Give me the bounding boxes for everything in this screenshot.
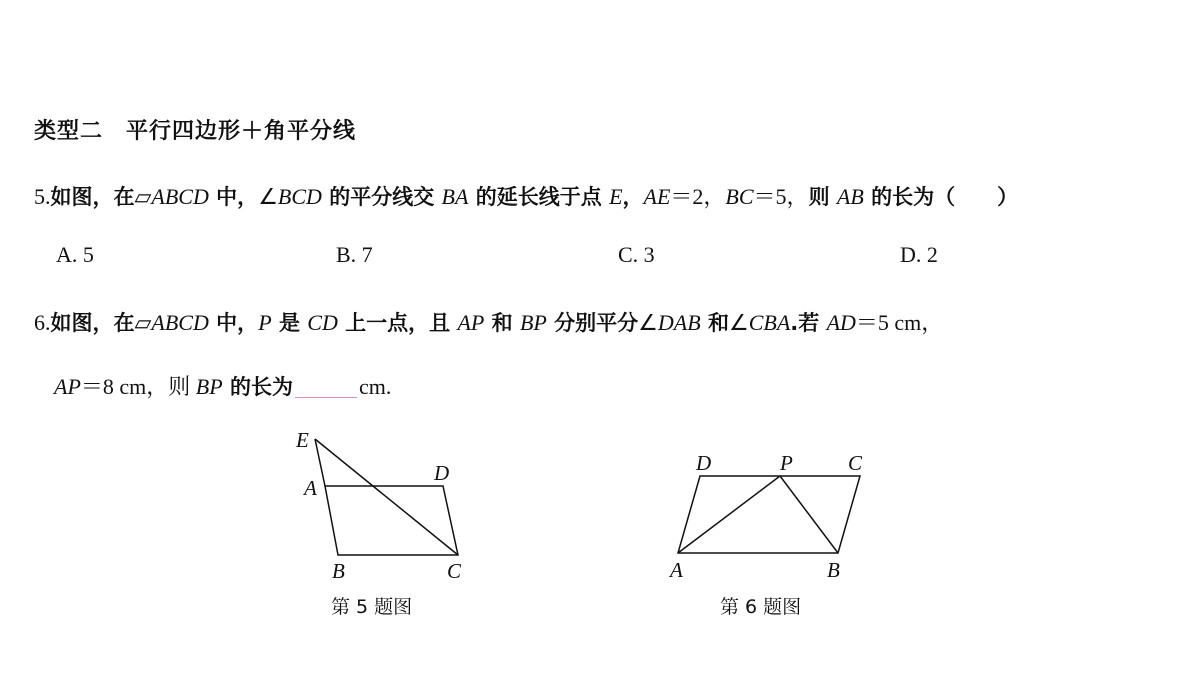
q6-text: 如图，在 (50, 311, 135, 335)
angle-symbol: ∠ (728, 310, 749, 335)
q5-text: 则 (808, 185, 837, 209)
q6-ad-value: ＝5 cm， (855, 310, 944, 335)
figure-5-caption: 第 5 题图 (331, 596, 413, 618)
q5-ab: AB (836, 184, 864, 209)
parallelogram-symbol: ▱ (134, 184, 152, 209)
q5-option-c: C. 3 (618, 242, 655, 267)
parallelogram-symbol: ▱ (134, 310, 152, 335)
angle-symbol: ∠ (638, 310, 658, 335)
q6-cba: CBA (748, 310, 791, 335)
q5-text: 中， (208, 185, 259, 209)
q5-ae: AE (643, 184, 671, 209)
q6-ap-value: ＝8 cm，则 (80, 374, 196, 399)
q5-text: 的平分线交 (321, 185, 442, 209)
parallelogram-abcd (678, 476, 860, 553)
question-6-line-2 (54, 370, 391, 401)
q5-abcd: ABCD (151, 184, 209, 209)
q6-abcd: ABCD (151, 310, 209, 335)
q6-text: 分别平分 (546, 311, 639, 335)
q6-number: 6. (34, 310, 51, 335)
q5-text: 如图，在 (50, 185, 135, 209)
section-heading: 类型二 平行四边形＋角平分线 (34, 119, 357, 144)
q5-text: 的延长线于点 (468, 185, 610, 209)
q6-bp-2: BP (195, 374, 223, 399)
label-c: C (848, 451, 863, 475)
line-bp (780, 476, 838, 553)
q5-option-d: D. 2 (900, 242, 938, 267)
q5-option-b: B. 7 (336, 242, 373, 267)
figure-5 (280, 425, 500, 590)
label-a: A (304, 476, 317, 500)
label-p: P (780, 451, 793, 475)
q6-text: 中， (208, 311, 259, 335)
figure-6 (660, 448, 880, 588)
figure-6-caption: 第 6 题图 (720, 596, 802, 618)
q6-ap: AP (457, 310, 485, 335)
label-b: B (332, 559, 345, 583)
question-6 (34, 306, 943, 337)
q6-bp: BP (519, 310, 547, 335)
line-ap (678, 476, 780, 553)
q5-bcd: BCD (277, 184, 322, 209)
q5-ae-value: ＝2， (670, 184, 726, 209)
q5-answer-bracket: 的长为（ ） (863, 185, 1019, 209)
q6-p: P (258, 310, 272, 335)
q6-unit: cm. (358, 374, 392, 399)
label-c: C (447, 559, 462, 583)
q5-ba: BA (441, 184, 469, 209)
question-5 (34, 180, 1018, 211)
q5-bc: BC (725, 184, 754, 209)
label-d: D (434, 461, 450, 485)
q6-text: 上一点，且 (337, 311, 458, 335)
answer-blank[interactable] (295, 377, 357, 398)
q6-ap-2: AP (54, 374, 81, 399)
q6-ad: AD (826, 310, 856, 335)
q6-text: 和 (700, 311, 729, 335)
q6-cd: CD (307, 310, 338, 335)
label-b: B (827, 558, 840, 582)
line-ec (315, 439, 458, 555)
angle-symbol: ∠ (258, 184, 278, 209)
q5-e: E (609, 184, 623, 209)
q5-number: 5. (34, 184, 51, 209)
q6-text: 和 (484, 311, 520, 335)
q6-text: 的长为 (222, 375, 293, 399)
q5-text: ， (622, 185, 644, 209)
parallelogram-abcd (325, 486, 458, 555)
q6-text: 是 (271, 311, 308, 335)
q6-text: .若 (790, 311, 827, 335)
label-e: E (296, 428, 309, 452)
label-d: D (696, 451, 712, 475)
q5-option-a: A. 5 (56, 242, 94, 267)
q6-dab: DAB (657, 310, 701, 335)
q5-bc-value: ＝5， (753, 184, 809, 209)
label-a: A (670, 558, 683, 582)
